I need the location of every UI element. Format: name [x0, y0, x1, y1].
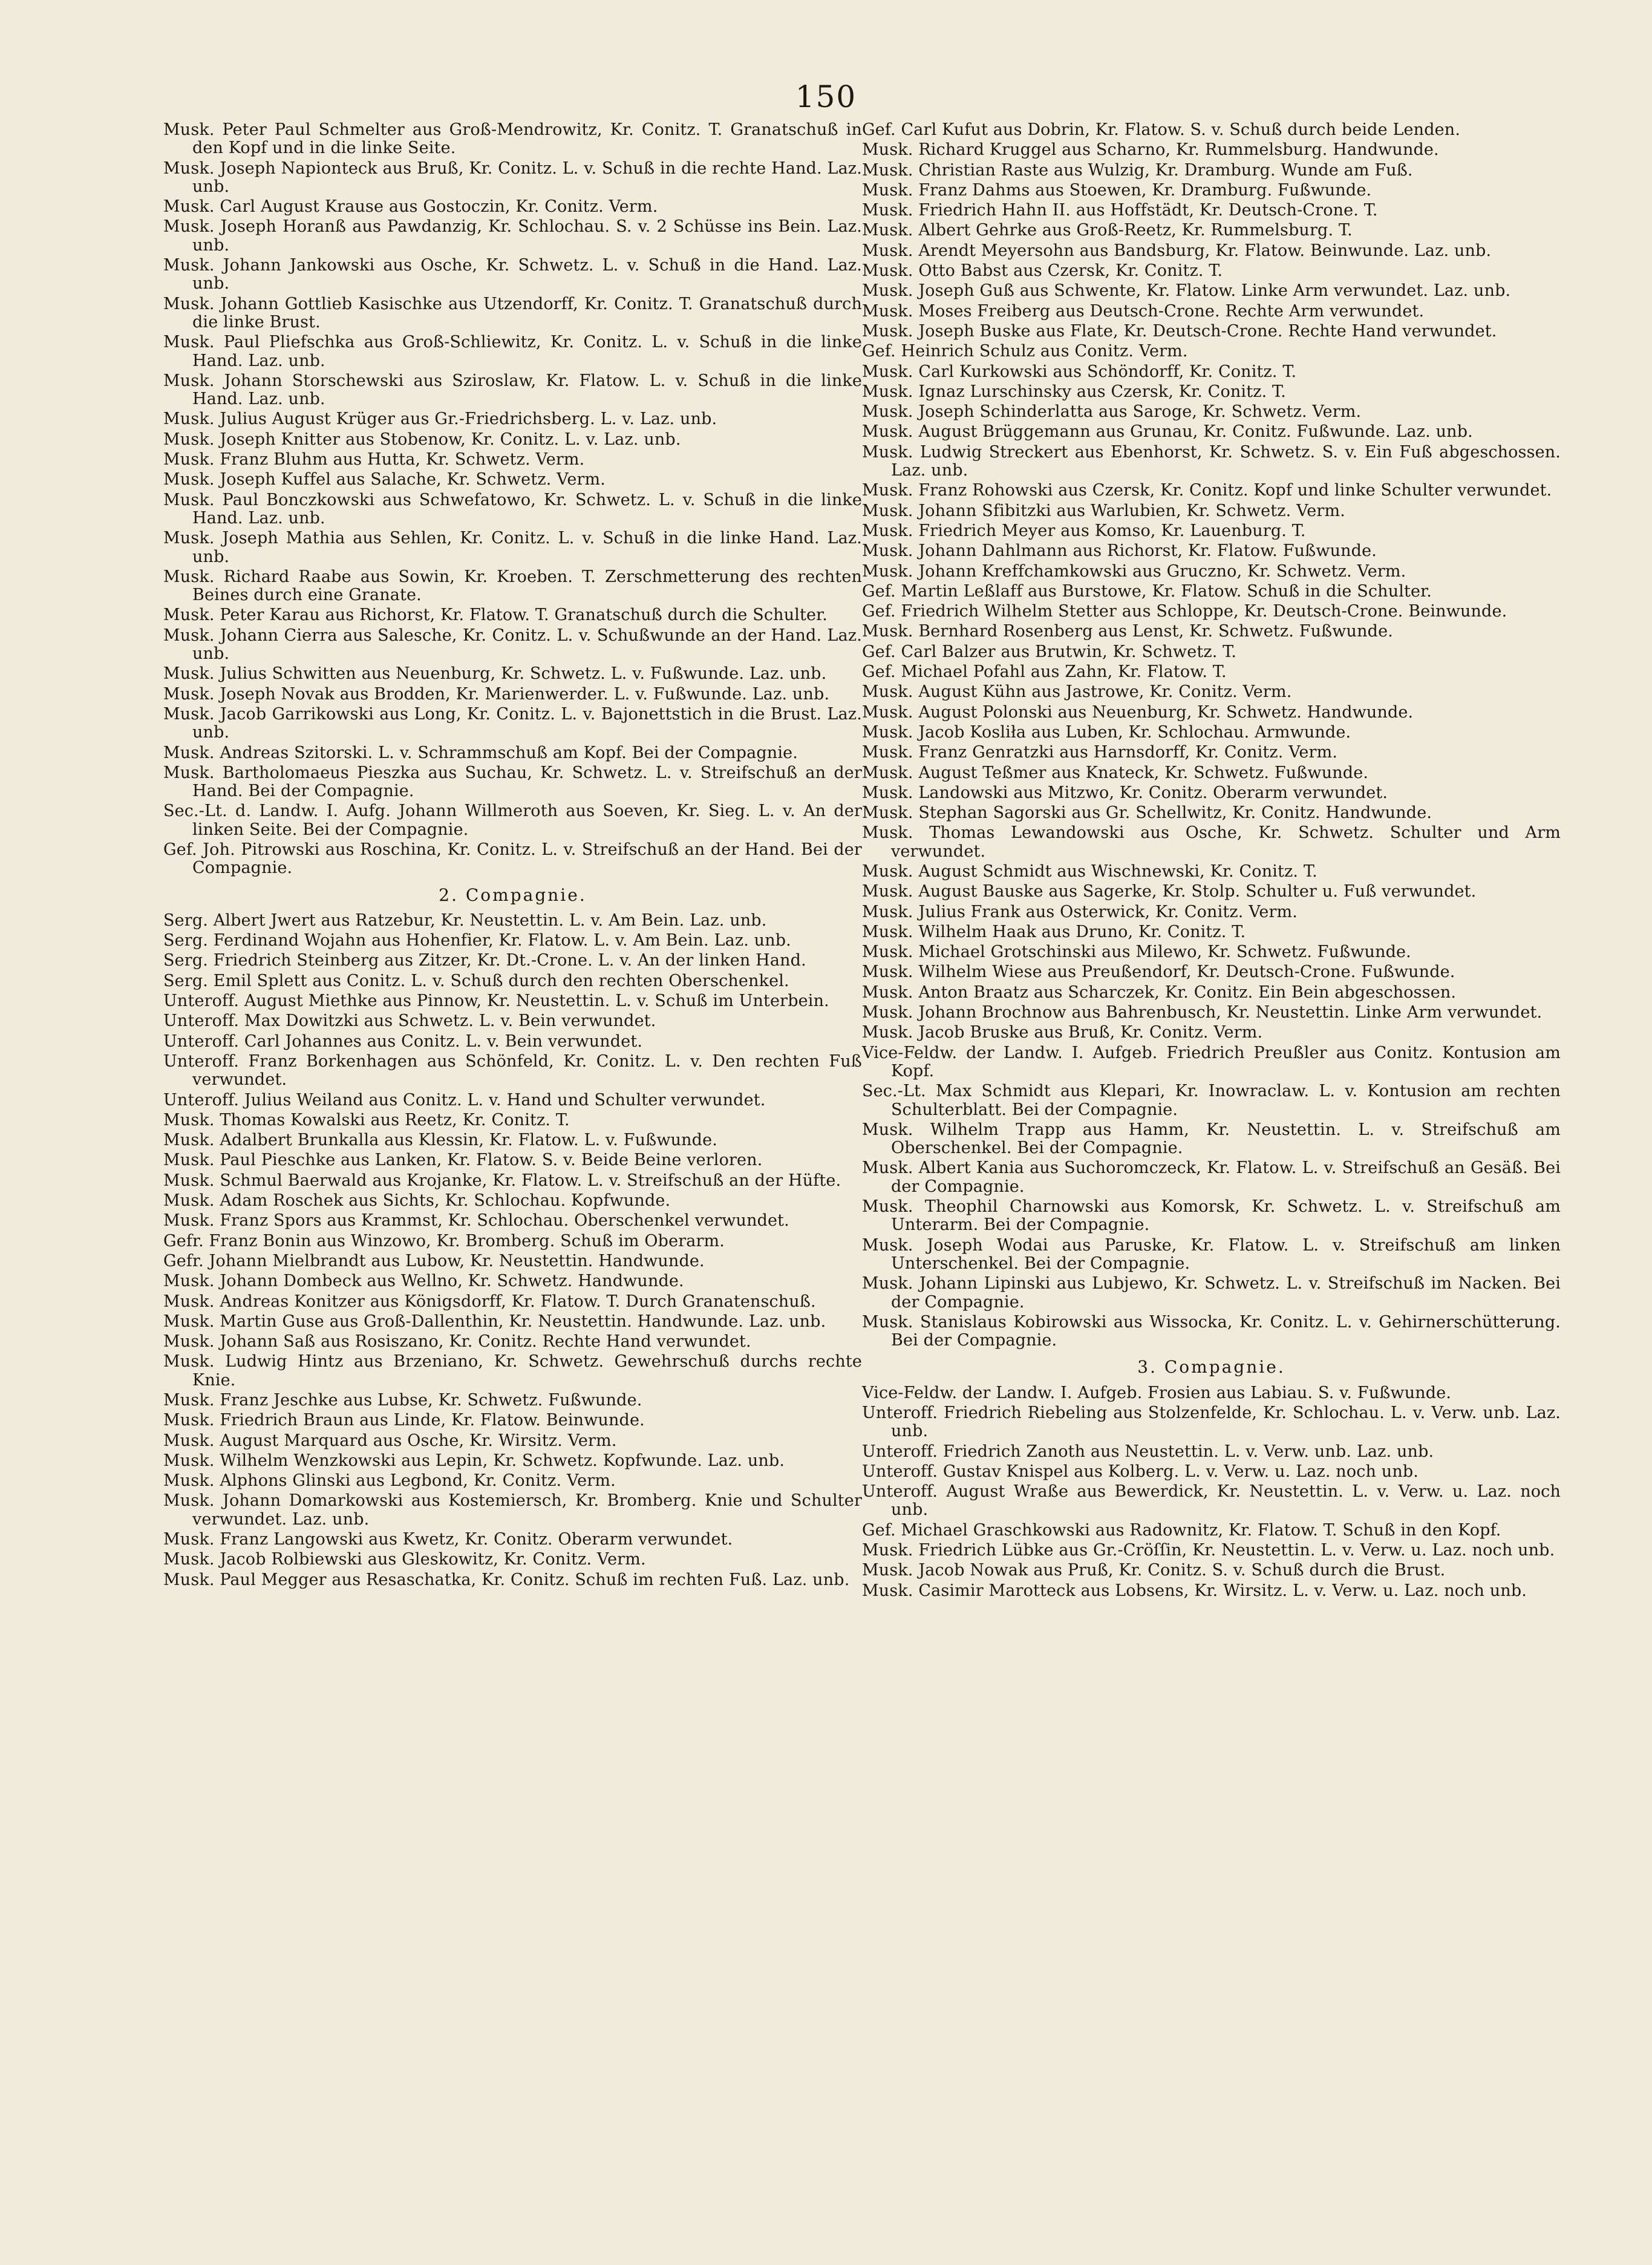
casualty-entry: Gef. Joh. Pitrowski aus Roschina, Kr. Conitz. L. v. Streifschuß an der Hand. Bei der Compagnie. — [163, 840, 862, 878]
casualty-entry: Vice-Feldw. der Landw. I. Aufgeb. Friedrich Preußler aus Conitz. Kontusion am Kopf. — [862, 1043, 1561, 1080]
casualty-entry: Musk. Joseph Knitter aus Stobenow, Kr. Conitz. L. v. Laz. unb. — [163, 430, 681, 449]
casualty-entry: Musk. Adam Roschek aus Sichts, Kr. Schlochau. Kopfwunde. — [163, 1191, 671, 1211]
casualty-entry: Musk. Julius August Krüger aus Gr.-Friedrichsberg. L. v. Laz. unb. — [163, 410, 717, 429]
casualty-entry: Musk. Theophil Charnowski aus Komorsk, Kr. Schwetz. L. v. Streifschuß am Unterarm. Bei der Compagnie. — [862, 1197, 1561, 1235]
casualty-entry: Gefr. Johann Mielbrandt aus Lubow, Kr. Neustettin. Handwunde. — [163, 1251, 705, 1270]
casualty-entry: Musk. Wilhelm Wenzkowski aus Lepin, Kr. Schwetz. Kopfwunde. Laz. unb. — [163, 1451, 785, 1470]
casualty-entry: Gef. Martin Leßlaff aus Burstowe, Kr. Flatow. Schuß in die Schulter. — [862, 581, 1432, 601]
casualty-entry: Musk. Schmul Baerwald aus Krojanke, Kr. Flatow. L. v. Streifschuß an der Hüfte. — [163, 1171, 841, 1190]
casualty-entry: Gef. Carl Kufut aus Dobrin, Kr. Flatow. S. v. Schuß durch beide Lenden. — [862, 120, 1461, 139]
casualty-entry: Musk. Joseph Wodai aus Paruske, Kr. Flatow. L. v. Streifschuß am linken Unterschenkel. Bei der Compagnie. — [862, 1235, 1561, 1273]
casualty-entry: Musk. Joseph Mathia aus Sehlen, Kr. Conitz. L. v. Schuß in die linke Hand. Laz. unb. — [163, 529, 862, 566]
casualty-entry: Musk. Paul Pieschke aus Lanken, Kr. Flatow. S. v. Beide Beine verloren. — [163, 1151, 763, 1170]
casualty-entry: Musk. Johann Dahlmann aus Richorst, Kr. Flatow. Fußwunde. — [862, 541, 1377, 561]
casualty-entry: Gef. Heinrich Schulz aus Conitz. Verm. — [862, 342, 1188, 361]
casualty-entry: Musk. Carl August Krause aus Gostoczin, Kr. Conitz. Verm. — [163, 197, 658, 217]
casualty-entry: Musk. August Schmidt aus Wischnewski, Kr. Conitz. T. — [862, 861, 1317, 881]
section-heading: 2. Compagnie. — [439, 884, 587, 905]
casualty-entry: Gef. Michael Pofahl aus Zahn, Kr. Flatow. T. — [862, 662, 1227, 682]
casualty-entry: Vice-Feldw. der Landw. I. Aufgeb. Frosien aus Labiau. S. v. Fußwunde. — [862, 1383, 1452, 1402]
casualty-entry: Musk. Franz Rohowski aus Czersk, Kr. Conitz. Kopf und linke Schulter verwundet. — [862, 481, 1552, 500]
casualty-entry: Musk. Carl Kurkowski aus Schöndorff, Kr. Conitz. T. — [862, 362, 1297, 381]
casualty-entry: Unteroff. Friedrich Riebeling aus Stolzenfelde, Kr. Schlochau. L. v. Verw. unb. Laz. unb. — [862, 1404, 1561, 1441]
casualty-entry: Musk. Friedrich Lübke aus Gr.-Cröſſin, Kr. Neustettin. L. v. Verw. u. Laz. noch unb. — [862, 1541, 1555, 1560]
casualty-entry: Musk. Jacob Rolbiewski aus Gleskowitz, Kr. Conitz. Verm. — [163, 1550, 646, 1569]
casualty-entry: Musk. Moses Freiberg aus Deutsch-Crone. Rechte Arm verwundet. — [862, 301, 1425, 321]
casualty-entry: Musk. August Polonski aus Neuenburg, Kr. Schwetz. Handwunde. — [862, 702, 1414, 722]
casualty-entry: Musk. Ludwig Hintz aus Brzeniano, Kr. Schwetz. Gewehrschuß durchs rechte Knie. — [163, 1352, 862, 1390]
casualty-entry: Musk. Thomas Kowalski aus Reetz, Kr. Conitz. T. — [163, 1110, 570, 1129]
casualty-entry: Musk. Adalbert Brunkalla aus Klessin, Kr. Flatow. L. v. Fußwunde. — [163, 1131, 717, 1150]
casualty-entry: Musk. Albert Gehrke aus Groß-Reetz, Kr. Rummelsburg. T. — [862, 221, 1353, 240]
casualty-entry: Musk. Wilhelm Wiese aus Preußendorf, Kr. Deutsch-Crone. Fußwunde. — [862, 963, 1455, 982]
casualty-entry: Musk. Joseph Buske aus Flate, Kr. Deutsch-Crone. Rechte Hand verwundet. — [862, 321, 1497, 341]
casualty-entry: Musk. Landowski aus Mitzwo, Kr. Conitz. Oberarm verwundet. — [862, 783, 1388, 802]
casualty-entry: Musk. August Marquard aus Osche, Kr. Wirsitz. Verm. — [163, 1431, 617, 1450]
casualty-entry: Musk. Wilhelm Haak aus Druno, Kr. Conitz. T. — [862, 922, 1246, 941]
casualty-entry: Musk. Franz Genratzki aus Harnsdorff, Kr. Conitz. Verm. — [862, 743, 1338, 762]
casualty-entry: Unteroff. Franz Borkenhagen aus Schönfeld, Kr. Conitz. L. v. Den rechten Fuß verwundet. — [163, 1051, 862, 1090]
casualty-entry: Musk. Johann Kreffchamkowski aus Gruczno, Kr. Schwetz. Verm. — [862, 561, 1406, 581]
casualty-entry: Musk. Anton Braatz aus Scharczek, Kr. Conitz. Ein Bein abgeschossen. — [862, 982, 1457, 1002]
casualty-entry: Musk. Friedrich Hahn II. aus Hoffstädt, Kr. Deutsch-Crone. T. — [862, 201, 1378, 220]
casualty-entry: Musk. Andreas Szitorski. L. v. Schrammschuß am Kopf. Bei der Compagnie. — [163, 743, 798, 762]
casualty-entry: Serg. Emil Splett aus Conitz. L. v. Schuß durch den rechten Oberschenkel. — [163, 971, 789, 990]
casualty-entry: Musk. Bernhard Rosenberg aus Lenst, Kr. Schwetz. Fußwunde. — [862, 622, 1393, 641]
casualty-entry: Unteroff. Julius Weiland aus Conitz. L. v. Hand und Schulter verwundet. — [163, 1090, 766, 1110]
casualty-entry: Musk. Andreas Konitzer aus Königsdorff, Kr. Flatow. T. Durch Granatenschuß. — [163, 1292, 816, 1311]
casualty-entry: Musk. Johann Dombeck aus Wellno, Kr. Schwetz. Handwunde. — [163, 1272, 684, 1291]
casualty-entry: Unteroff. Carl Johannes aus Conitz. L. v. Bein verwundet. — [163, 1031, 643, 1051]
casualty-entry: Sec.-Lt. d. Landw. I. Aufg. Johann Willmeroth aus Soeven, Kr. Sieg. L. v. An der linken Seite. Bei der Compagnie. — [163, 802, 862, 839]
casualty-entry: Serg. Ferdinand Wojahn aus Hohenfier, Kr. Flatow. L. v. Am Bein. Laz. unb. — [163, 931, 791, 950]
casualty-entry: Musk. Stanislaus Kobirowski aus Wissocka, Kr. Conitz. L. v. Gehirnerschütterung. Bei der Compagnie. — [862, 1312, 1561, 1350]
casualty-entry: Musk. Peter Karau aus Richorst, Kr. Flatow. T. Granatschuß durch die Schulter. — [163, 606, 828, 625]
casualty-entry: Gefr. Franz Bonin aus Winzowo, Kr. Bromberg. Schuß im Oberarm. — [163, 1231, 725, 1250]
casualty-entry: Musk. Joseph Napionteck aus Bruß, Kr. Conitz. L. v. Schuß in die rechte Hand. Laz. unb. — [163, 159, 862, 196]
casualty-entry: Musk. Johann Domarkowski aus Kostemiersch, Kr. Bromberg. Knie und Schulter verwundet. Laz. unb. — [163, 1491, 862, 1529]
casualty-entry: Musk. Bartholomaeus Pieszka aus Suchau, Kr. Schwetz. L. v. Streifschuß an der Hand. Bei der Compagnie. — [163, 763, 862, 801]
casualty-entry: Musk. Ignaz Lurschinsky aus Czersk, Kr. Conitz. T. — [862, 382, 1286, 401]
casualty-entry: Musk. Richard Kruggel aus Scharno, Kr. Rummelsburg. Handwunde. — [862, 140, 1439, 160]
casualty-entry: Musk. Julius Frank aus Osterwick, Kr. Conitz. Verm. — [862, 902, 1298, 921]
casualty-entry: Musk. Paul Megger aus Resaschatka, Kr. Conitz. Schuß im rechten Fuß. Laz. unb. — [163, 1570, 850, 1589]
casualty-entry: Musk. Christian Raste aus Wulzig, Kr. Dramburg. Wunde am Fuß. — [862, 160, 1413, 180]
casualty-entry: Musk. Jacob Bruske aus Bruß, Kr. Conitz. Verm. — [862, 1023, 1263, 1042]
right-column — [862, 121, 1561, 1602]
casualty-entry: Musk. Paul Bonczkowski aus Schwefatowo, Kr. Schwetz. L. v. Schuß in die linke Hand. Laz. unb. — [163, 490, 862, 528]
section-heading: 3. Compagnie. — [1137, 1357, 1285, 1378]
casualty-entry: Unteroff. Max Dowitzki aus Schwetz. L. v. Bein verwundet. — [163, 1012, 656, 1031]
casualty-entry: Musk. Richard Raabe aus Sowin, Kr. Kroeben. T. Zerschmetterung des rechten Beines durch eine Granate. — [163, 567, 862, 605]
page-number: 150 — [795, 79, 857, 114]
casualty-entry: Musk. Thomas Lewandowski aus Osche, Kr. Schwetz. Schulter und Arm verwundet. — [862, 823, 1561, 861]
casualty-entry: Musk. Otto Babst aus Czersk, Kr. Conitz. T. — [862, 261, 1223, 281]
casualty-entry: Musk. Johann Cierra aus Salesche, Kr. Conitz. L. v. Schußwunde an der Hand. Laz. unb. — [163, 626, 862, 664]
casualty-entry: Musk. August Kühn aus Jastrowe, Kr. Conitz. Verm. — [862, 682, 1292, 702]
casualty-entry: Musk. Johann Lipinski aus Lubjewo, Kr. Schwetz. L. v. Streifschuß im Nacken. Bei der Compagnie. — [862, 1274, 1561, 1312]
casualty-entry: Gef. Friedrich Wilhelm Stetter aus Schloppe, Kr. Deutsch-Crone. Beinwunde. — [862, 602, 1507, 621]
casualty-entry: Musk. Ludwig Streckert aus Ebenhorst, Kr. Schwetz. S. v. Ein Fuß abgeschossen. Laz. unb. — [862, 442, 1561, 480]
casualty-entry: Unteroff. August Wraße aus Bewerdick, Kr. Neustettin. L. v. Verw. u. Laz. noch unb. — [862, 1482, 1561, 1520]
casualty-entry: Gef. Carl Balzer aus Brutwin, Kr. Schwetz. T. — [862, 642, 1237, 661]
casualty-entry: Musk. Stephan Sagorski aus Gr. Schellwitz, Kr. Conitz. Handwunde. — [862, 803, 1432, 823]
casualty-entry: Sec.-Lt. Max Schmidt aus Klepari, Kr. Inowraclaw. L. v. Kontusion am rechten Schulterblatt. Bei der Compagnie. — [862, 1082, 1561, 1119]
casualty-entry: Musk. Johann Jankowski aus Osche, Kr. Schwetz. L. v. Schuß in die Hand. Laz. unb. — [163, 256, 862, 293]
casualty-entry: Musk. Joseph Kuffel aus Salache, Kr. Schwetz. Verm. — [163, 470, 606, 489]
casualty-entry: Musk. Arendt Meyersohn aus Bandsburg, Kr. Flatow. Beinwunde. Laz. unb. — [862, 241, 1492, 260]
casualty-entry: Musk. Joseph Horanß aus Pawdanzig, Kr. Schlochau. S. v. 2 Schüsse ins Bein. Laz. unb. — [163, 217, 862, 255]
casualty-entry: Musk. Johann Brochnow aus Bahrenbusch, Kr. Neustettin. Linke Arm verwundet. — [862, 1003, 1543, 1022]
casualty-entry: Musk. Paul Pliefschka aus Groß-Schliewitz, Kr. Conitz. L. v. Schuß in die linke Hand. Laz. unb. — [163, 333, 862, 370]
casualty-entry: Musk. Casimir Marotteck aus Lobsens, Kr. Wirsitz. L. v. Verw. u. Laz. noch unb. — [862, 1581, 1527, 1600]
casualty-entry: Serg. Albert Jwert aus Ratzebur, Kr. Neustettin. L. v. Am Bein. Laz. unb. — [163, 910, 767, 930]
casualty-entry: Serg. Friedrich Steinberg aus Zitzer, Kr. Dt.-Crone. L. v. An der linken Hand. — [163, 951, 806, 970]
casualty-entry: Musk. August Bauske aus Sagerke, Kr. Stolp. Schulter u. Fuß verwundet. — [862, 882, 1477, 901]
casualty-entry: Musk. Franz Jeschke aus Lubse, Kr. Schwetz. Fußwunde. — [163, 1391, 642, 1410]
casualty-entry: Musk. Joseph Novak aus Brodden, Kr. Marienwerder. L. v. Fußwunde. Laz. unb. — [163, 684, 830, 704]
left-column — [163, 121, 862, 1591]
casualty-entry: Musk. Joseph Schinderlatta aus Saroge, Kr. Schwetz. Verm. — [862, 402, 1362, 422]
casualty-entry: Musk. August Teßmer aus Knateck, Kr. Schwetz. Fußwunde. — [862, 763, 1369, 782]
casualty-entry: Musk. Michael Grotschinski aus Milewo, Kr. Schwetz. Fußwunde. — [862, 943, 1411, 962]
casualty-entry: Musk. Franz Dahms aus Stoewen, Kr. Dramburg. Fußwunde. — [862, 180, 1372, 200]
casualty-entry: Musk. Jacob Kosliła aus Luben, Kr. Schlochau. Armwunde. — [862, 722, 1351, 742]
casualty-entry: Musk. Franz Langowski aus Kwetz, Kr. Conitz. Oberarm verwundet. — [163, 1530, 733, 1549]
casualty-entry: Musk. Julius Schwitten aus Neuenburg, Kr. Schwetz. L. v. Fußwunde. Laz. unb. — [163, 664, 827, 684]
casualty-entry: Musk. August Brüggemann aus Grunau, Kr. Conitz. Fußwunde. Laz. unb. — [862, 422, 1473, 442]
casualty-entry: Musk. Friedrich Braun aus Linde, Kr. Flatow. Beinwunde. — [163, 1411, 645, 1430]
casualty-entry: Musk. Franz Spors aus Krammst, Kr. Schlochau. Oberschenkel verwundet. — [163, 1211, 789, 1231]
casualty-entry: Musk. Johann Gottlieb Kasischke aus Utzendorff, Kr. Conitz. T. Granatschuß durch die linke Brust. — [163, 294, 862, 332]
casualty-entry: Musk. Johann Sfibitzki aus Warlubien, Kr. Schwetz. Verm. — [862, 501, 1345, 520]
casualty-entry: Musk. Franz Bluhm aus Hutta, Kr. Schwetz. Verm. — [163, 450, 585, 469]
casualty-entry: Musk. Wilhelm Trapp aus Hamm, Kr. Neustettin. L. v. Streifschuß am Oberschenkel. Bei der Compagnie. — [862, 1120, 1561, 1158]
casualty-entry: Musk. Jacob Garrikowski aus Long, Kr. Conitz. L. v. Bajonettstich in die Brust. Laz. unb. — [163, 704, 862, 742]
casualty-entry: Musk. Alphons Glinski aus Legbond, Kr. Conitz. Verm. — [163, 1471, 616, 1491]
casualty-entry: Musk. Joseph Guß aus Schwente, Kr. Flatow. Linke Arm verwundet. Laz. unb. — [862, 281, 1511, 301]
casualty-entry: Unteroff. August Miethke aus Pinnow, Kr. Neustettin. L. v. Schuß im Unterbein. — [163, 992, 829, 1011]
casualty-entry: Musk. Friedrich Meyer aus Komso, Kr. Lauenburg. T. — [862, 521, 1306, 540]
casualty-entry: Musk. Martin Guse aus Groß-Dallenthin, Kr. Neustettin. Handwunde. Laz. unb. — [163, 1312, 826, 1331]
casualty-entry: Musk. Albert Kania aus Suchoromczeck, Kr. Flatow. L. v. Streifschuß an Gesäß. Bei der Compagnie. — [862, 1159, 1561, 1196]
casualty-entry: Musk. Jacob Nowak aus Pruß, Kr. Conitz. S. v. Schuß durch die Brust. — [862, 1561, 1446, 1580]
casualty-entry: Musk. Johann Storschewski aus Sziroslaw, Kr. Flatow. L. v. Schuß in die linke Hand. Laz. unb. — [163, 371, 862, 409]
casualty-entry: Gef. Michael Graschkowski aus Radownitz, Kr. Flatow. T. Schuß in den Kopf. — [862, 1520, 1501, 1540]
casualty-entry: Musk. Peter Paul Schmelter aus Groß-Mendrowitz, Kr. Conitz. T. Granatschuß in den Kopf und in die linke Seite. — [163, 120, 862, 158]
casualty-entry: Musk. Johann Saß aus Rosiszano, Kr. Conitz. Rechte Hand verwundet. — [163, 1332, 751, 1351]
casualty-entry: Unteroff. Gustav Knispel aus Kolberg. L. v. Verw. u. Laz. noch unb. — [862, 1462, 1419, 1481]
casualty-entry: Unteroff. Friedrich Zanoth aus Neustettin. L. v. Verw. unb. Laz. unb. — [862, 1442, 1434, 1461]
